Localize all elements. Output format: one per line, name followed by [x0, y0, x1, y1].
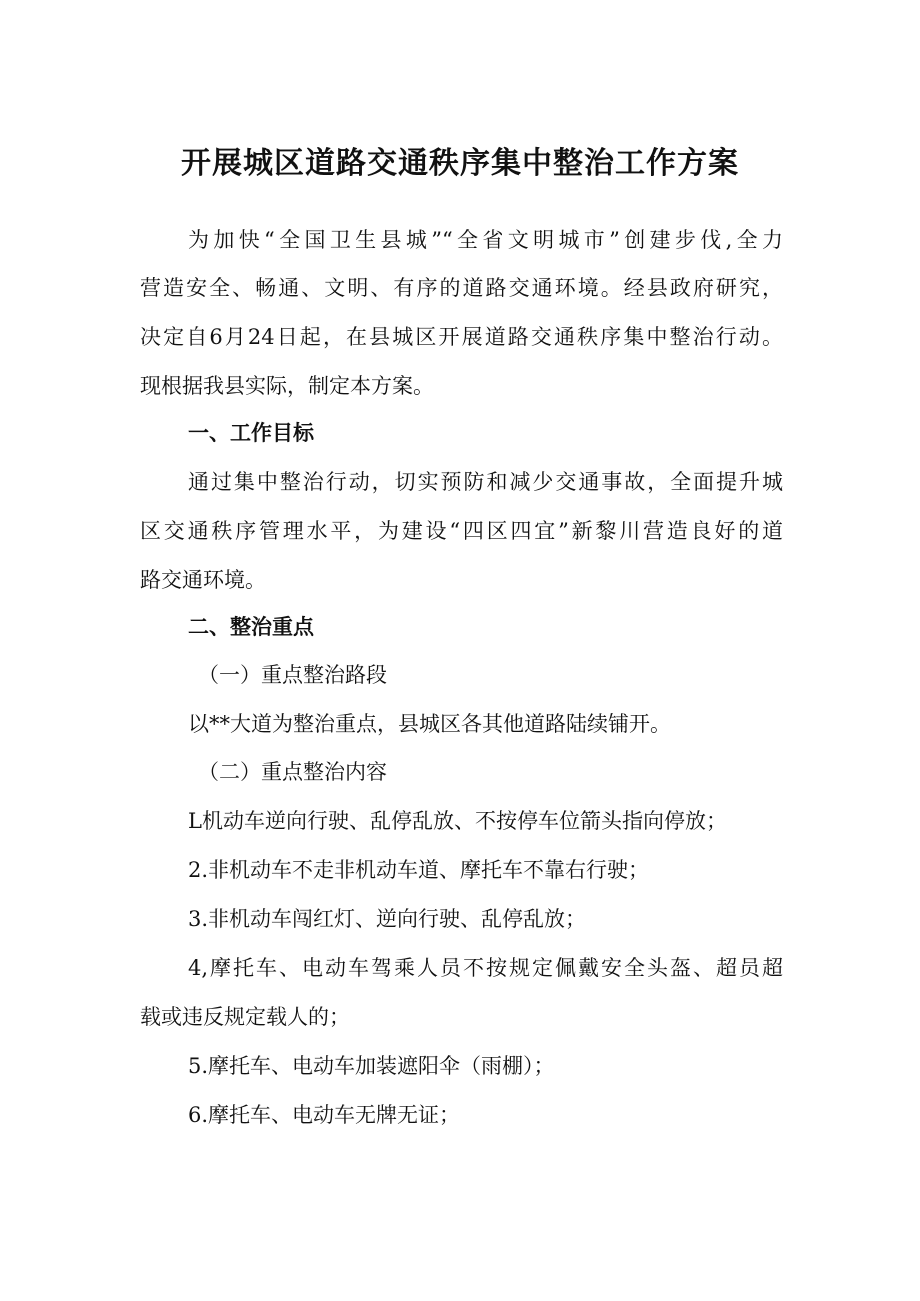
list-item-5: 5.摩托车、电动车加装遮阳伞（雨棚）；	[188, 1054, 555, 1078]
section-1-line-1: 通过集中整治行动，切实预防和减少交通事故，全面提升城	[188, 470, 783, 494]
document-title: 开展城区道路交通秩序集中整治工作方案	[181, 146, 739, 181]
section-1-line-3: 路交通环境。	[140, 568, 266, 592]
section-2-heading: 二、整治重点	[188, 615, 314, 639]
list-item-4-line-1: 4,摩托车、电动车驾乘人员不按规定佩戴安全头盔、超员超	[188, 956, 783, 980]
subsection-1-heading: （一）重点整治路段	[198, 663, 387, 687]
section-1-line-2: 区交通秩序管理水平，为建设“四区四宜”新黎川营造良好的道	[140, 519, 783, 543]
list-item-2: 2.非机动车不走非机动车道、摩托车不靠右行驶；	[188, 858, 650, 882]
intro-line-2: 营造安全、畅通、文明、有序的道路交通环境。经县政府研究，	[140, 276, 783, 300]
subsection-1-line-1: 以**大道为整治重点，县城区各其他道路陆续铺开。	[188, 712, 671, 736]
list-item-4-line-2: 载或违反规定载人的；	[140, 1005, 350, 1029]
list-item-1: L机动车逆向行驶、乱停乱放、不按停车位箭头指向停放；	[188, 809, 727, 833]
list-item-3: 3.非机动车闯红灯、逆向行驶、乱停乱放；	[188, 907, 587, 931]
subsection-2-heading: （二）重点整治内容	[198, 760, 387, 784]
intro-line-3: 决定自6月24日起，在县城区开展道路交通秩序集中整治行动。	[140, 325, 783, 349]
section-1-heading: 一、工作目标	[188, 421, 314, 445]
list-item-6: 6.摩托车、电动车无牌无证；	[188, 1103, 461, 1127]
intro-line-4: 现根据我县实际，制定本方案。	[140, 374, 434, 398]
intro-line-1: 为加快“全国卫生县城”“全省文明城市”创建步伐,全力	[188, 228, 783, 252]
